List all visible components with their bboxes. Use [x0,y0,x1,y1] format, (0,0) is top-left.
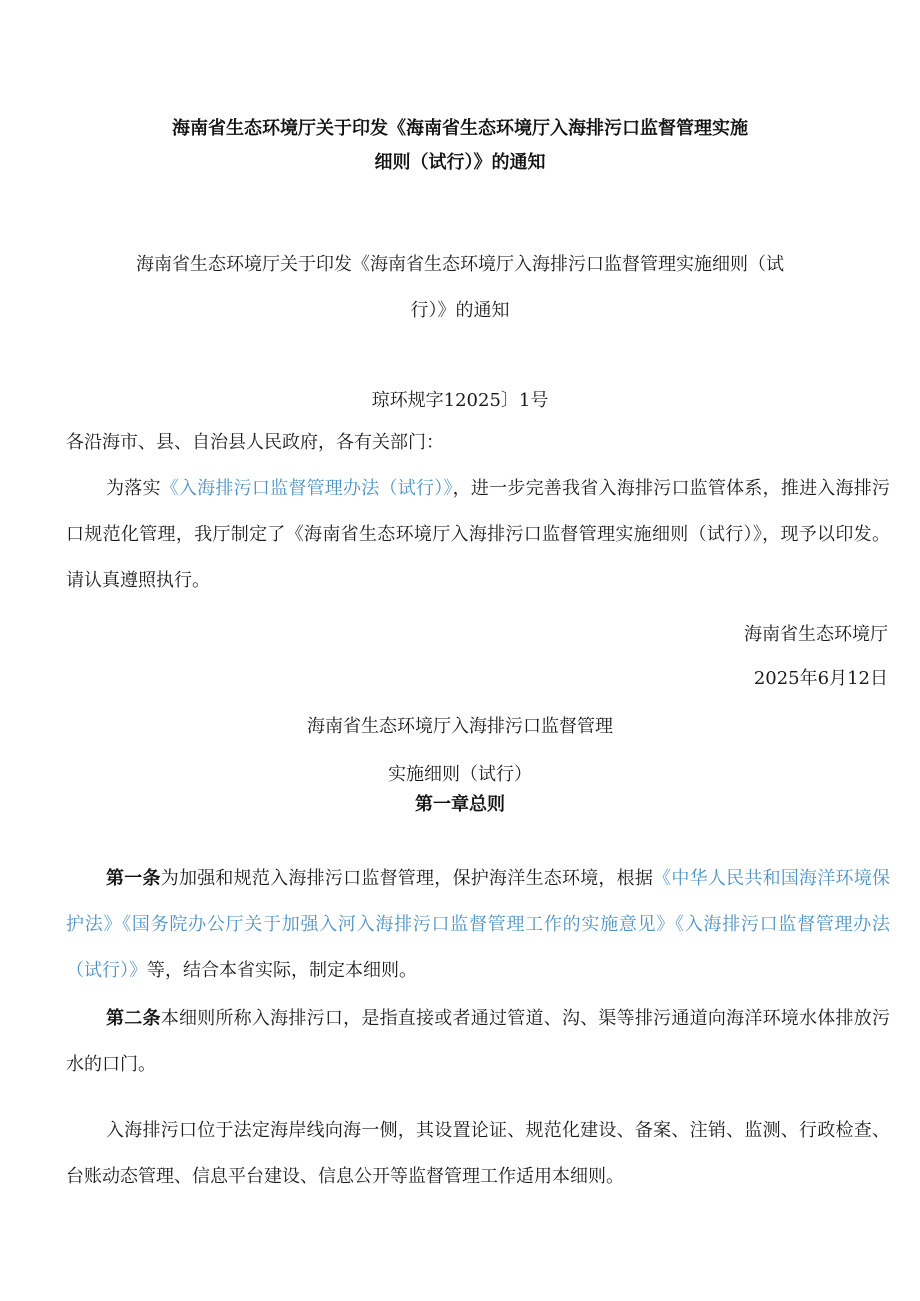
article-1-text-a: 为加强和规范入海排污口监督管理，保护海洋生态环境，根据 [160,868,654,889]
article-2-text: 本细则所称入海排污口，是指直接或者通过管道、沟、渠等排污通道向海洋环境水体排放污水的口门。 [66,1008,891,1075]
article-1 [66,856,890,994]
article-2-label: 第二条 [106,1008,161,1029]
marine-protection-law-link[interactable]: 《中华人民共和国海洋环境保护法》 [66,868,891,935]
notice-title-line1: 海南省生态环境厅关于印发《海南省生态环境厅入海排污口监督管理实施 [172,118,748,139]
signature-date: 2025年6月12日 [753,668,888,689]
chapter-title: 第一章总则 [415,794,505,815]
outfall-measure-link[interactable]: 《入海排污口监督管理办法（试行）》 [66,914,891,981]
notice-title-line2: 细则（试行）》的通知 [374,152,546,173]
article-1-label: 第一条 [106,868,161,889]
intro-paragraph [66,466,890,604]
rules-title-line1: 海南省生态环境厅入海排污口监督管理 [307,716,613,737]
intro-suffix: ，进一步完善我省入海排污口监管体系，推进入海排污口规范化管理，我厅制定了《海南省生态环境厅入海排污口监督管理实施细则（试行）》，现予以印发。请认真遵照执行。 [66,478,891,591]
signature-org: 海南省生态环境厅 [744,624,888,645]
article-1-text-b: 等，结合本省实际，制定本细则。 [147,960,417,981]
state-council-opinion-link[interactable]: 《国务院办公厅关于加强入河入海排污口监督管理工作的实施意见》 [122,914,676,935]
addressee: 各沿海市、县、自治县人民政府，各有关部门： [66,432,444,453]
rules-title-line2: 实施细则（试行） [388,764,532,785]
document-number: 琼环规字12025〕1号 [371,390,549,411]
notice-subtitle-line1: 海南省生态环境厅关于印发《海南省生态环境厅入海排污口监督管理实施细则（试 [136,254,784,275]
intro-prefix: 为落实 [106,478,161,499]
notice-subtitle-line2: 行）》的通知 [410,300,510,321]
scope-paragraph: 入海排污口位于法定海岸线向海一侧，其设置论证、规范化建设、备案、注销、监测、行政检查、台账动态管理、信息平台建设、信息公开等监督管理工作适用本细则。 [66,1120,890,1187]
intro-measure-link[interactable]: 《入海排污口监督管理办法（试行）》 [160,478,453,499]
article-2 [66,996,890,1088]
